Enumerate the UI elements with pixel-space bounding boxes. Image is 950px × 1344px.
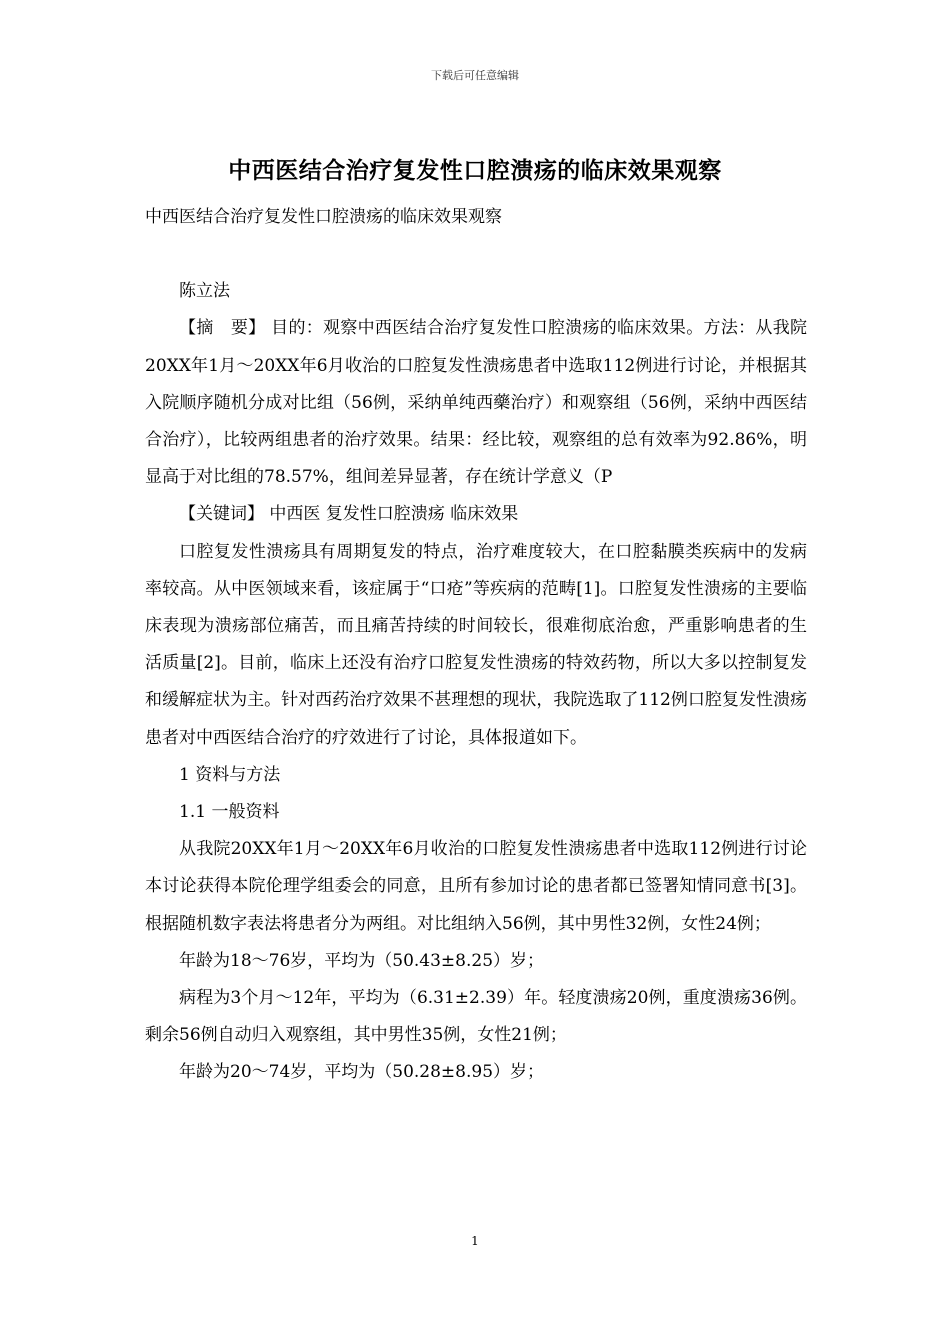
- blank-line: [145, 236, 807, 273]
- general-data-paragraph: 从我院20XX年1月～20XX年6月收治的口腔复发性溃疡患者中选取112例进行讨论本讨论获得本院伦理学组委会的同意，且所有参加讨论的患者都已签署知情同意书[3]。根据随机数字表法将患者分为两组。对比组纳入56例，其中男性32例，女性24例；: [145, 839, 807, 934]
- page-number: 1: [471, 1234, 479, 1248]
- age-paragraph-control: 年龄为18～76岁，平均为（50.43±8.25）岁；: [179, 950, 545, 971]
- section-heading-1: 1 资料与方法: [179, 764, 281, 785]
- subtitle: 中西医结合治疗复发性口腔溃疡的临床效果观察: [145, 207, 502, 227]
- section-heading-1-1: 1.1 一般资料: [179, 802, 280, 823]
- header-note: 下载后可任意编辑: [431, 69, 519, 82]
- document-body: [145, 199, 807, 1092]
- document-title: 中西医结合治疗复发性口腔溃疡的临床效果观察: [228, 158, 722, 184]
- author: 陈立法: [179, 281, 230, 302]
- keywords-paragraph: 【关键词】 中西医 复发性口腔溃疡 临床效果: [179, 504, 519, 525]
- abstract-paragraph: 【摘 要】 目的：观察中西医结合治疗复发性口腔溃疡的临床效果。方法：从我院20XX年1月～20XX年6月收治的口腔复发性溃疡患者中选取112例进行讨论，并根据其入院顺序随机分成对比组（56例，采纳单纯西藥治疗）和观察组（56例，采纳中西医结合治疗），比较两组患者的治疗效果。结果：经比较，观察组的总有效率为92.86%，明显高于对比组的78.57%，组间差异显著，存在统计学意义（P: [145, 318, 807, 488]
- course-paragraph: 病程为3个月～12年，平均为（6.31±2.39）年。轻度溃疡20例，重度溃疡36例。剩余56例自动归入观察组，其中男性35例，女性21例；: [145, 988, 807, 1046]
- intro-paragraph: 口腔复发性溃疡具有周期复发的特点，治疗难度较大，在口腔黏膜类疾病中的发病率较高。从中医领域来看，该症属于“口疮”等疾病的范畴[1]。口腔复发性溃疡的主要临床表现为溃疡部位痛苦，而且痛苦持续的时间较长，很难彻底治愈，严重影响患者的生活质量[2]。目前，临床上还没有治疗口腔复发性溃疡的特效药物，所以大多以控制复发和缓解症状为主。针对西药治疗效果不甚理想的现状，我院选取了112例口腔复发性溃疡患者对中西医结合治疗的疗效进行了讨论，具体报道如下。: [145, 541, 807, 748]
- age-paragraph-observation: 年龄为20～74岁，平均为（50.28±8.95）岁；: [179, 1062, 545, 1083]
